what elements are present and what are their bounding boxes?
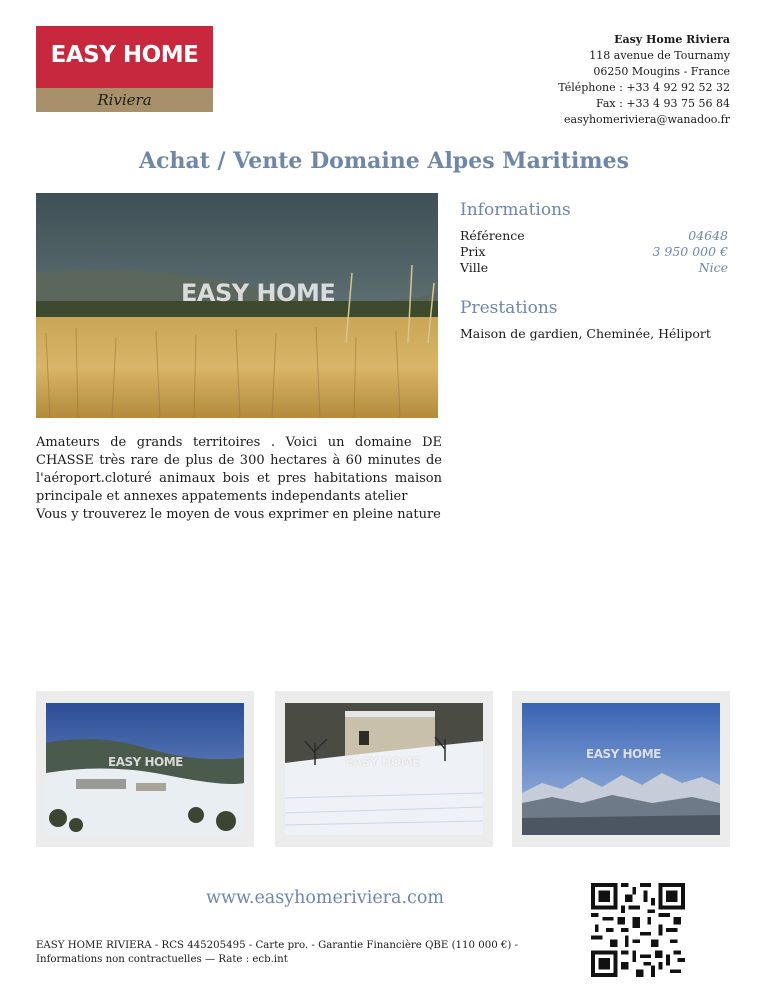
company-logo [36,26,213,112]
informations-heading: Informations [460,200,571,220]
footer-line: EASY HOME RIVIERA - RCS 445205495 - Carte pro. - Garantie Financière QBE (110 000 €) - [36,940,519,951]
description-paragraph: Vous y trouverez le moyen de vous exprimer en pleine nature [36,507,441,522]
agency-fax: Fax : +33 4 93 75 56 84 [595,97,730,110]
info-label: Référence [460,228,525,243]
agency-email[interactable]: easyhomeriviera@wanadoo.fr [564,113,730,126]
watermark: EASY HOME [586,747,661,761]
contact-block [558,32,730,128]
footer-line: Informations non contractuelles — Rate : ecb.int [36,954,288,965]
info-value: 04648 [688,228,728,243]
thumbnail-photo-3[interactable] [512,691,730,847]
snowy-valley-image [46,703,244,835]
description-paragraph: Amateurs de grands territoires . Voici un domaine DE CHASSE très rare de plus de 300 hectares à 60 minutes de l'aéroport.cloturé animaux bois et pres habitations maison principale et annexes appatements independants atelier [36,435,442,504]
info-value: 3 950 000 € [652,244,728,259]
agency-city: 06250 Mougins - France [593,65,730,78]
thumbnail-photo-2[interactable] [275,691,493,847]
main-property-photo [36,193,438,418]
snowy-house-image [285,703,483,835]
info-row-ville [460,260,728,276]
watermark: EASY HOME [345,755,420,769]
agency-name: Easy Home Riviera [614,33,730,46]
logo-brand: EASY HOME [50,42,199,68]
info-row-reference [460,228,728,244]
thumbnail-photo-1[interactable] [36,691,254,847]
info-row-prix [460,244,728,260]
prestations-heading: Prestations [460,298,558,318]
footer-legal [36,939,556,967]
watermark: EASY HOME [108,755,183,769]
info-label: Prix [460,244,486,259]
logo-script: Riviera [97,91,152,109]
info-value: Nice [698,260,728,275]
informations-table [460,228,728,276]
watermark: EASY HOME [181,279,336,307]
qr-code[interactable] [591,883,685,977]
info-label: Ville [460,260,489,275]
qr-code-icon [591,883,685,977]
prestations-text: Maison de gardien, Cheminée, Héliport [460,326,711,341]
website-link[interactable]: www.easyhomeriviera.com [206,888,444,908]
agency-address: 118 avenue de Tournamy [589,49,730,62]
mountain-panorama-image [522,703,720,835]
agency-phone: Téléphone : +33 4 92 92 52 32 [558,81,730,94]
property-description [36,434,442,524]
page-title: Achat / Vente Domaine Alpes Maritimes [139,148,629,174]
